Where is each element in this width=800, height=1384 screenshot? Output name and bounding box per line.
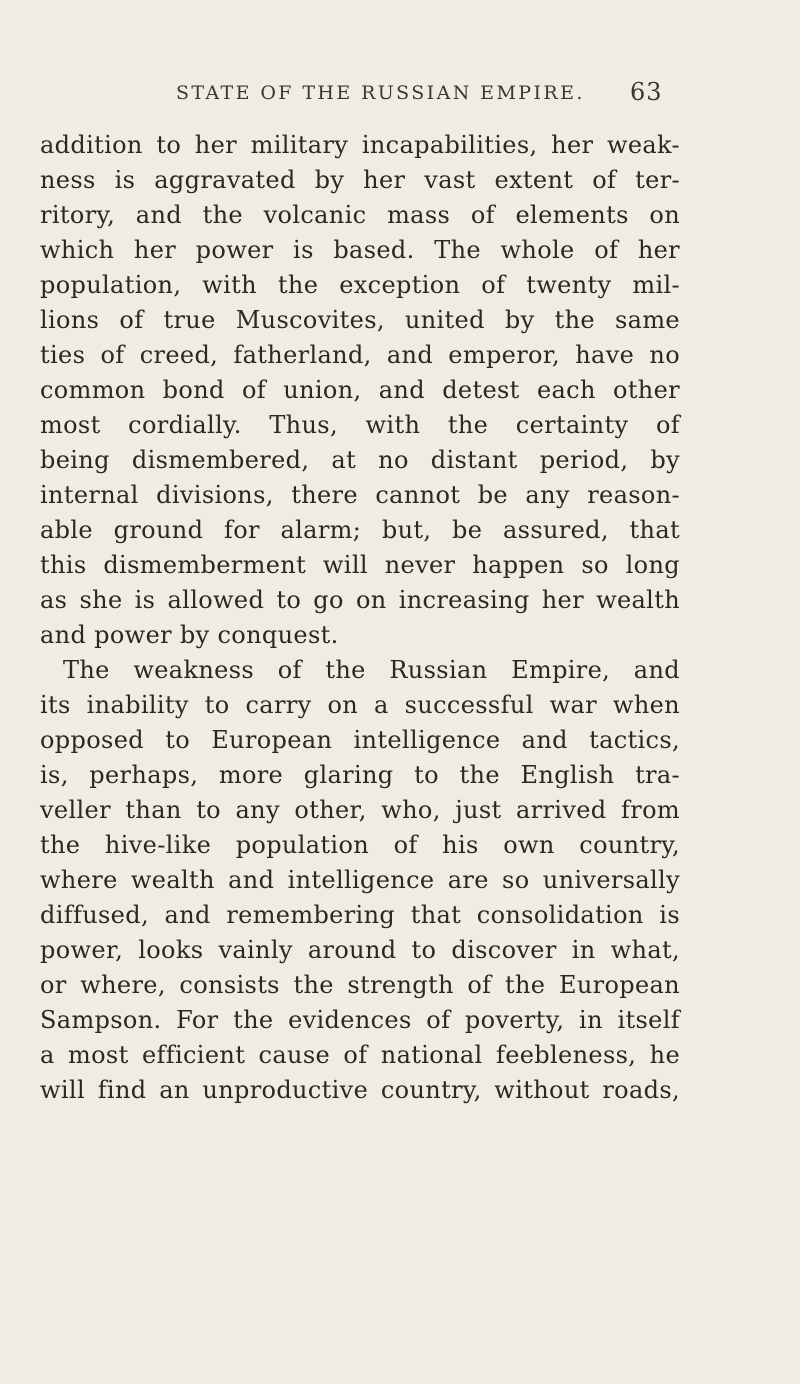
text-line: being dismembered, at no distant period, by <box>40 446 680 474</box>
text-line: its inability to carry on a successful war when <box>40 691 680 719</box>
text-line: as she is allowed to go on increasing her wealth <box>40 586 680 614</box>
text-line: where wealth and intelligence are so universally <box>40 866 680 894</box>
text-line: most cordially. Thus, with the certainty of <box>40 411 680 439</box>
text-line: will find an unproductive country, without roads, <box>40 1076 680 1104</box>
text-line: and power by conquest. <box>40 621 339 649</box>
text-line: is, perhaps, more glaring to the English tra- <box>40 761 680 789</box>
text-line: lions of true Muscovites, united by the same <box>40 306 680 334</box>
text-line: ties of creed, fatherland, and emperor, have no <box>40 341 680 369</box>
text-line: diffused, and remembering that consolidation is <box>40 901 680 929</box>
text-line: ritory, and the volcanic mass of elements on <box>40 201 680 229</box>
text-line: population, with the exception of twenty mil- <box>40 271 680 299</box>
page-number: 63 <box>630 78 663 106</box>
text-line: addition to her military incapabilities, her weak- <box>40 131 680 159</box>
text-line: a most efficient cause of national feebleness, he <box>40 1041 680 1069</box>
text-line: the hive-like population of his own country, <box>40 831 680 859</box>
text-line: Sampson. For the evidences of poverty, in itself <box>40 1006 680 1034</box>
text-line: which her power is based. The whole of her <box>40 236 680 264</box>
text-line: ness is aggravated by her vast extent of ter- <box>40 166 680 194</box>
running-head: STATE OF THE RUSSIAN EMPIRE. <box>176 82 585 104</box>
text-line: able ground for alarm; but, be assured, that <box>40 516 680 544</box>
text-line: opposed to European intelligence and tactics, <box>40 726 680 754</box>
text-line: power, looks vainly around to discover in what, <box>40 936 680 964</box>
text-line: The weakness of the Russian Empire, and <box>63 656 680 684</box>
text-line: internal divisions, there cannot be any reason- <box>40 481 680 509</box>
text-line: this dismemberment will never happen so long <box>40 551 680 579</box>
text-line: or where, consists the strength of the European <box>40 971 680 999</box>
text-line: common bond of union, and detest each other <box>40 376 680 404</box>
body-text <box>40 128 680 1108</box>
text-line: veller than to any other, who, just arrived from <box>40 796 680 824</box>
